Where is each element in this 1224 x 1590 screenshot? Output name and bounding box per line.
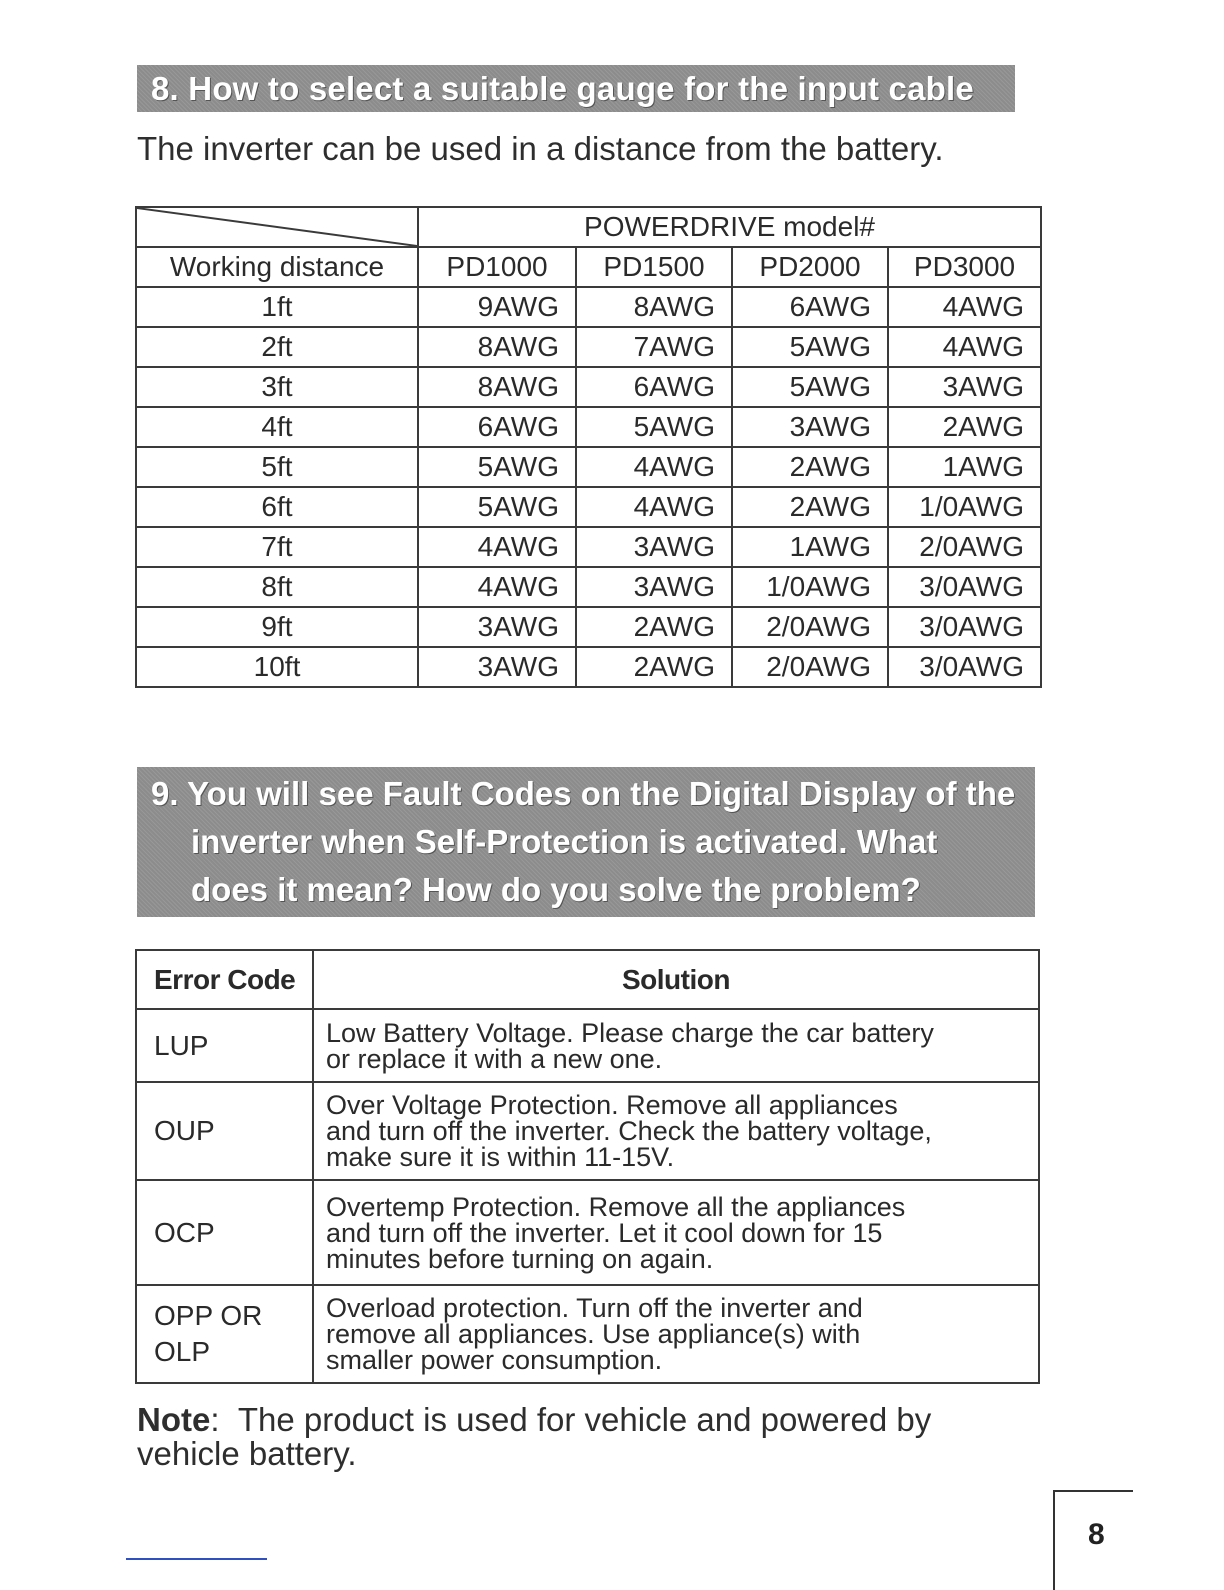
gauge-cell: 3AWG <box>418 647 576 687</box>
gauge-cell: 3/0AWG <box>888 647 1041 687</box>
error-code-line: OUP <box>154 1115 215 1146</box>
distance-cell: 1ft <box>136 287 418 327</box>
gauge-cell: 4AWG <box>418 527 576 567</box>
gauge-cell: 4AWG <box>888 287 1041 327</box>
distance-cell: 7ft <box>136 527 418 567</box>
gauge-row <box>136 647 1041 687</box>
gauge-cell: 3/0AWG <box>888 607 1041 647</box>
note-label: Note <box>137 1401 211 1438</box>
error-code-line: OCP <box>154 1216 215 1248</box>
gauge-cell: 6AWG <box>732 287 888 327</box>
gauge-cell: 3AWG <box>418 607 576 647</box>
gauge-cell: 8AWG <box>418 327 576 367</box>
gauge-cell: 3AWG <box>576 567 732 607</box>
gauge-cell: 2AWG <box>576 607 732 647</box>
solution-line: make sure it is within 11-15V. <box>326 1142 675 1172</box>
gauge-cell: 3AWG <box>576 527 732 567</box>
gauge-cell: 2/0AWG <box>732 607 888 647</box>
solution-header: Solution <box>313 950 1039 1009</box>
gauge-cell: 3/0AWG <box>888 567 1041 607</box>
section-8-heading: 8. How to select a suitable gauge for the input cable <box>137 65 1015 112</box>
distance-cell: 9ft <box>136 607 418 647</box>
gauge-row <box>136 527 1041 567</box>
cable-gauge-table <box>135 206 1042 688</box>
gauge-cell: 1AWG <box>732 527 888 567</box>
gauge-table-header-row <box>136 247 1041 287</box>
model-header: PD1000 <box>418 247 576 287</box>
section-9-heading-line: 9. You will see Fault Codes on the Digital Display of the <box>151 775 1016 812</box>
distance-cell: 5ft <box>136 447 418 487</box>
solution-line: Over Voltage Protection. Remove all appliances <box>326 1090 898 1120</box>
gauge-row <box>136 407 1041 447</box>
solution-line: remove all appliances. Use appliance(s) with <box>326 1319 861 1349</box>
gauge-cell: 5AWG <box>418 447 576 487</box>
error-code-line: LUP <box>154 1029 209 1061</box>
gauge-cell: 5AWG <box>732 327 888 367</box>
model-header: PD2000 <box>732 247 888 287</box>
gauge-cell: 4AWG <box>888 327 1041 367</box>
solution-line: and turn off the inverter. Let it cool down for 15 <box>326 1217 883 1248</box>
error-code-header: Error Code <box>136 950 313 1009</box>
gauge-cell: 2AWG <box>732 447 888 487</box>
solution-cell <box>313 1285 1039 1383</box>
working-distance-header: Working distance <box>136 247 418 287</box>
fault-table-header-row <box>136 950 1039 1009</box>
note-paragraph <box>137 1403 1037 1471</box>
gauge-cell: 8AWG <box>418 367 576 407</box>
gauge-row <box>136 607 1041 647</box>
error-code-line: OPP OR <box>154 1300 263 1331</box>
section-8-intro: The inverter can be used in a distance from the battery. <box>137 130 944 167</box>
gauge-cell: 2/0AWG <box>888 527 1041 567</box>
gauge-cell: 2/0AWG <box>732 647 888 687</box>
gauge-cell: 5AWG <box>576 407 732 447</box>
fault-table-body <box>136 1009 1039 1383</box>
gauge-cell: 2AWG <box>576 647 732 687</box>
gauge-row <box>136 287 1041 327</box>
gauge-cell: 1/0AWG <box>888 487 1041 527</box>
gauge-cell: 4AWG <box>576 447 732 487</box>
solution-line: or replace it with a new one. <box>326 1043 663 1074</box>
footer-rule <box>126 1558 267 1560</box>
gauge-cell: 6AWG <box>418 407 576 447</box>
gauge-cell: 3AWG <box>888 367 1041 407</box>
distance-cell: 3ft <box>136 367 418 407</box>
gauge-cell: 2AWG <box>732 487 888 527</box>
error-code-cell <box>136 1180 313 1285</box>
distance-cell: 8ft <box>136 567 418 607</box>
solution-line: Overload protection. Turn off the inverter and <box>326 1293 863 1323</box>
gauge-cell: 8AWG <box>576 287 732 327</box>
gauge-cell: 4AWG <box>576 487 732 527</box>
fault-row <box>136 1180 1039 1285</box>
model-header: PD3000 <box>888 247 1041 287</box>
gauge-row <box>136 447 1041 487</box>
gauge-row <box>136 327 1041 367</box>
gauge-cell: 3AWG <box>732 407 888 447</box>
gauge-cell: 4AWG <box>418 567 576 607</box>
gauge-cell: 1/0AWG <box>732 567 888 607</box>
solution-line: smaller power consumption. <box>326 1345 663 1375</box>
solution-line: minutes before turning on again. <box>326 1243 714 1274</box>
solution-cell <box>313 1082 1039 1180</box>
page-number: 8 <box>1088 1518 1105 1551</box>
fault-code-table <box>135 949 1040 1384</box>
fault-row <box>136 1285 1039 1383</box>
gauge-cell: 5AWG <box>418 487 576 527</box>
model-group-header: POWERDRIVE model# <box>418 207 1041 247</box>
distance-cell: 6ft <box>136 487 418 527</box>
solution-cell <box>313 1009 1039 1082</box>
gauge-cell: 2AWG <box>888 407 1041 447</box>
note-separator: : <box>210 1401 220 1438</box>
gauge-cell: 5AWG <box>732 367 888 407</box>
distance-cell: 10ft <box>136 647 418 687</box>
solution-line: Low Battery Voltage. Please charge the car battery <box>326 1017 934 1048</box>
section-9-heading-line: inverter when Self-Protection is activated. What <box>191 823 938 860</box>
error-code-cell <box>136 1009 313 1082</box>
solution-line: and turn off the inverter. Check the battery voltage, <box>326 1116 932 1146</box>
gauge-table-body <box>136 287 1041 687</box>
gauge-table-group-header-row <box>136 207 1041 247</box>
fault-row <box>136 1009 1039 1082</box>
gauge-row <box>136 367 1041 407</box>
solution-line: Overtemp Protection. Remove all the appliances <box>326 1191 906 1222</box>
section-9-heading <box>137 767 1035 917</box>
distance-cell: 4ft <box>136 407 418 447</box>
error-code-line: OLP <box>154 1336 211 1367</box>
solution-cell <box>313 1180 1039 1285</box>
section-9-heading-line: does it mean? How do you solve the problem? <box>191 871 921 908</box>
gauge-row <box>136 487 1041 527</box>
distance-cell: 2ft <box>136 327 418 367</box>
gauge-cell: 9AWG <box>418 287 576 327</box>
gauge-cell: 6AWG <box>576 367 732 407</box>
diagonal-corner-cell <box>136 207 418 247</box>
gauge-cell: 1AWG <box>888 447 1041 487</box>
gauge-row <box>136 567 1041 607</box>
model-header: PD1500 <box>576 247 732 287</box>
diagonal-line <box>137 208 417 246</box>
gauge-cell: 7AWG <box>576 327 732 367</box>
error-code-cell <box>136 1285 313 1383</box>
fault-row <box>136 1082 1039 1180</box>
note-text: The product is used for vehicle and powered by vehicle battery. <box>137 1401 932 1472</box>
error-code-cell <box>136 1082 313 1180</box>
